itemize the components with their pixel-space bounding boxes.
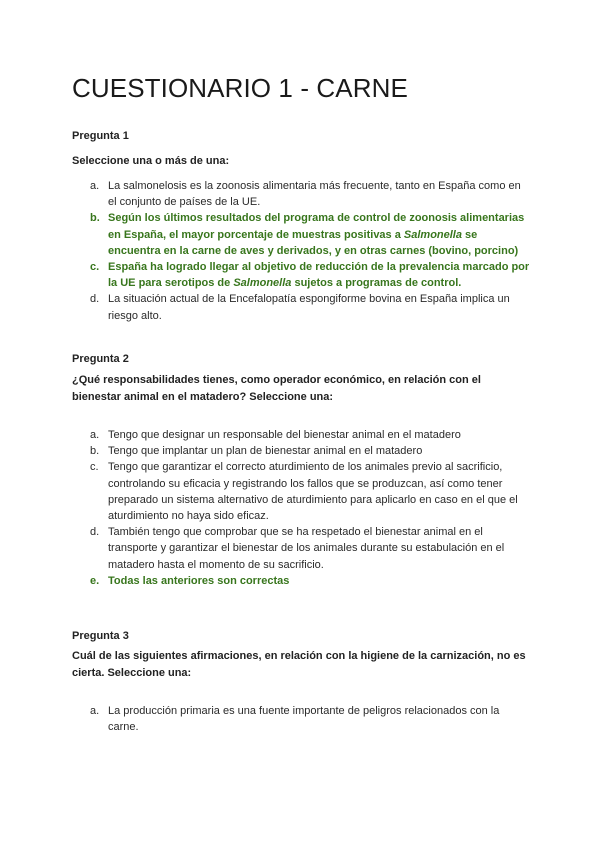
option-text: Todas las anteriores son correctas	[108, 574, 290, 587]
option-letter: c.	[90, 461, 99, 474]
option-text-italic: Salmonella	[233, 277, 292, 290]
question-1-label: Pregunta 1	[72, 130, 129, 142]
question-3-label: Pregunta 3	[72, 630, 129, 642]
option-text: También tengo que comprobar que se ha respetado el bienestar animal en el transporte y garantizar el bienestar de los animales durante su estabulación en el matadero hasta el momento de su sacrificio.	[108, 526, 505, 571]
question-1-option-a[interactable]	[90, 178, 530, 210]
question-3-option-a[interactable]	[90, 703, 530, 735]
option-letter: a.	[90, 705, 100, 717]
question-1-options	[90, 178, 530, 324]
option-letter: b.	[90, 445, 100, 458]
question-1-prompt: Seleccione una o más de una:	[72, 155, 230, 167]
question-1-option-d[interactable]	[90, 291, 530, 323]
question-2-option-b[interactable]	[90, 443, 530, 459]
option-text: Tengo que designar un responsable del bienestar animal en el matadero	[108, 429, 461, 441]
option-text: Tengo que implantar un plan de bienestar animal en el matadero	[108, 445, 423, 458]
question-1-option-c[interactable]	[90, 259, 530, 291]
question-2-options	[90, 427, 530, 589]
question-2-option-e[interactable]	[90, 573, 530, 589]
option-text-end: se encuentra en la carne de aves y derivados, y en otras carnes (bovino, porcino)	[108, 228, 519, 257]
option-text-italic: Salmonella	[403, 228, 462, 241]
question-2-prompt: ¿Qué responsabilidades tienes, como operador económico, en relación con el bienestar animal en el matadero? Seleccione una:	[72, 374, 481, 403]
option-text-start: España ha logrado llegar al objetivo de reducción de la prevalencia marcado por la UE para serotipos de	[108, 261, 530, 290]
option-text-start: Según los últimos resultados del programa de control de zoonosis alimentarias en España, el mayor porcentaje de muestras positivas a	[108, 212, 525, 241]
document-title: CUESTIONARIO 1 - CARNE	[72, 73, 408, 103]
option-letter: d.	[90, 293, 100, 306]
question-3-prompt: Cuál de las siguientes afirmaciones, en relación con la higiene de la carnización, no es cierta. Seleccione una:	[72, 650, 526, 679]
option-text: La situación actual de la Encefalopatía espongiforme bovina en España implica un riesgo alto.	[108, 293, 510, 322]
option-letter: b.	[90, 212, 100, 225]
question-2-option-a[interactable]	[90, 427, 530, 443]
option-letter: a.	[90, 429, 100, 441]
question-2-option-c[interactable]	[90, 459, 530, 524]
option-text-end: sujetos a programas de control.	[291, 277, 462, 290]
option-letter: d.	[90, 526, 100, 539]
option-text: La salmonelosis es la zoonosis alimentaria más frecuente, tanto en España como en el conjunto de países de la UE.	[108, 180, 521, 209]
option-letter: a.	[90, 180, 100, 192]
question-3-options	[90, 703, 530, 735]
option-letter: e.	[90, 574, 100, 587]
option-text: La producción primaria es una fuente importante de peligros relacionados con la carne.	[108, 705, 500, 734]
question-2-option-d[interactable]	[90, 524, 530, 573]
option-letter: c.	[90, 261, 100, 274]
option-text: Tengo que garantizar el correcto aturdimiento de los animales previo al sacrificio, controlando su eficacia y registrando los fallos que se produzcan, así como tener preparado un sistema alternativo de aturdimiento para aplicarlo en caso en el que el aturdimiento no haya sido eficaz.	[108, 461, 518, 523]
question-1-option-b[interactable]	[90, 210, 530, 259]
question-2-label: Pregunta 2	[72, 353, 129, 365]
